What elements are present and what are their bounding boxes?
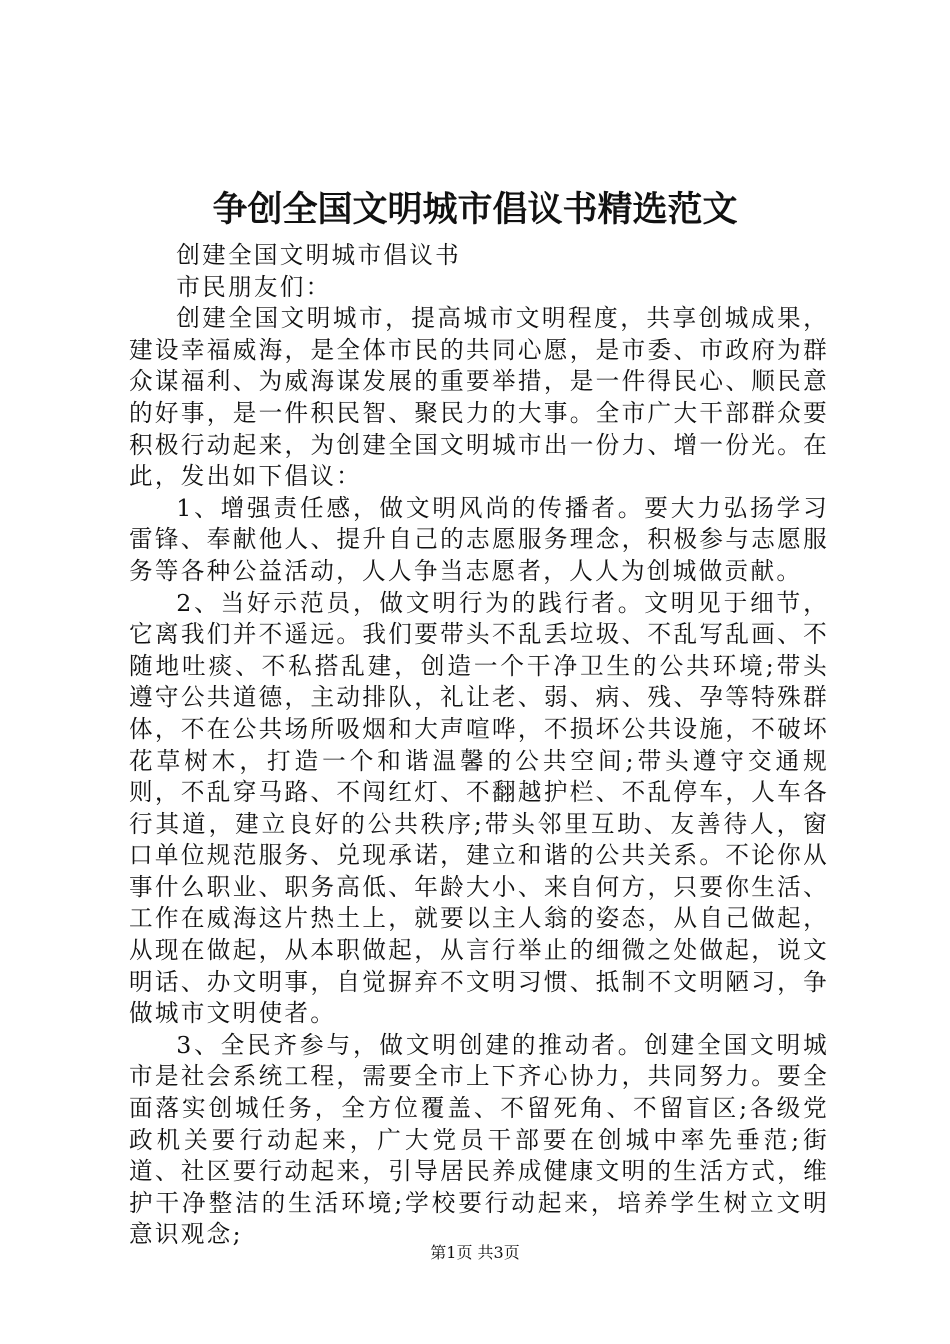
page-number-footer: 第1页 共3页: [430, 1243, 520, 1262]
intro-paragraph: 创建全国文明城市，提高城市文明程度，共享创城成果，建设幸福威海，是全体市民的共同心愿，是市委、市政府为群众谋福利、为威海谋发展的重要举措，是一件得民心、顺民意的好事，是一件积民智、聚民力的大事。全市广大干部群众要积极行动起来，为创建全国文明城市出一份力、增一份光。在此，发出如下倡议：: [129, 304, 829, 491]
document-body: [129, 240, 829, 1251]
proposal-1-paragraph: 1、增强责任感，做文明风尚的传播者。要大力弘扬学习雷锋、奉献他人、提升自己的志愿服务理念，积极参与志愿服务等各种公益活动，人人争当志愿者，人人为创城做贡献。: [129, 493, 829, 585]
proposal-3-paragraph: 3、全民齐参与，做文明创建的推动者。创建全国文明城市是社会系统工程，需要全市上下齐心协力，共同努力。要全面落实创城任务，全方位覆盖、不留死角、不留盲区;各级党政机关要行动起来，广大党员干部要在创城中率先垂范;街道、社区要行动起来，引导居民养成健康文明的生活方式，维护干净整洁的生活环境;学校要行动起来，培养学生树立文明意识观念;: [129, 1030, 829, 1249]
document-title: 争创全国文明城市倡议书精选范文: [212, 190, 738, 230]
proposal-2-paragraph: 2、当好示范员，做文明行为的践行者。文明见于细节，它离我们并不遥远。我们要带头不乱丢垃圾、不乱写乱画、不随地吐痰、不私搭乱建，创造一个干净卫生的公共环境;带头遵守公共道德，主动排队，礼让老、弱、病、残、孕等特殊群体，不在公共场所吸烟和大声喧哗，不损坏公共设施，不破坏花草树木，打造一个和谐温馨的公共空间;带头遵守交通规则，不乱穿马路、不闯红灯、不翻越护栏、不乱停车，人车各行其道，建立良好的公共秩序;带头邻里互助、友善待人，窗口单位规范服务、兑现承诺，建立和谐的公共关系。不论你从事什么职业、职务高低、年龄大小、来自何方，只要你生活、工作在威海这片热土上，就要以主人翁的姿态，从自己做起，从现在做起，从本职做起，从言行举止的细微之处做起，说文明话、办文明事，自觉摒弃不文明习惯、抵制不文明陋习，争做城市文明使者。: [129, 588, 829, 1028]
salutation: 市民朋友们：: [176, 272, 332, 301]
doc-subtitle: 创建全国文明城市倡议书: [176, 241, 462, 269]
